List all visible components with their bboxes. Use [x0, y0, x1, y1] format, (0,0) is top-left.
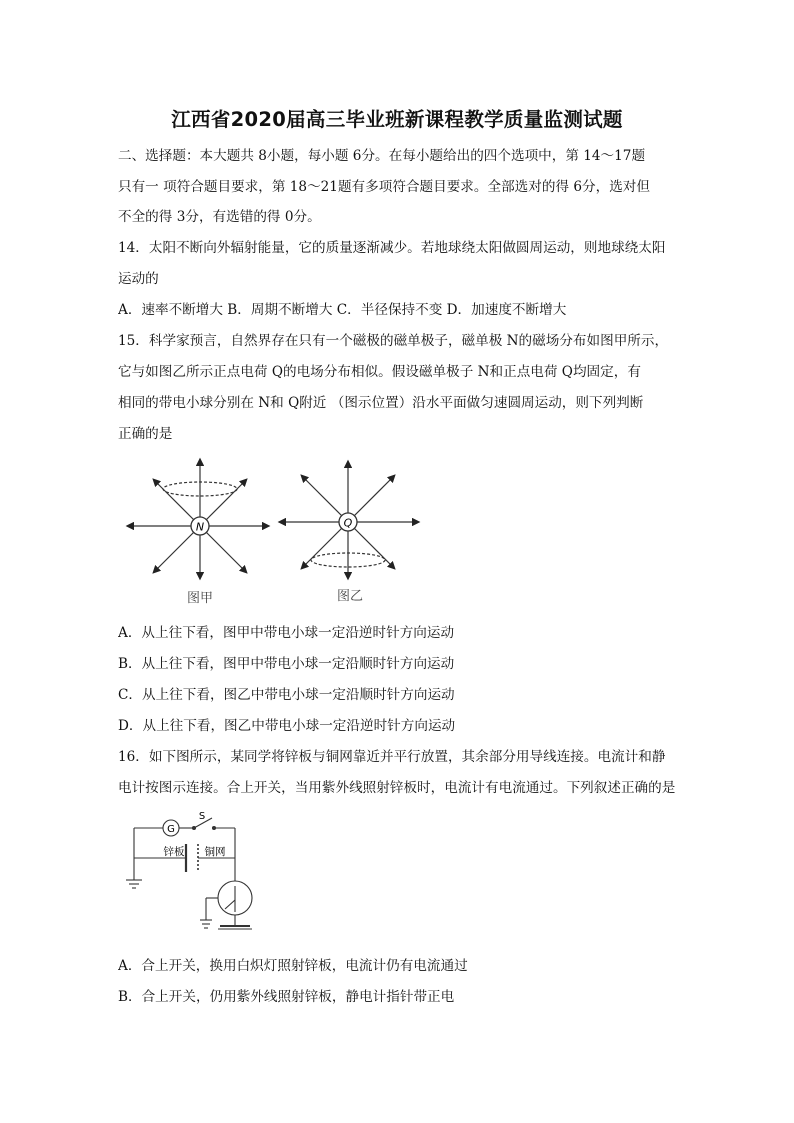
diagram-jia [128, 460, 268, 606]
page-title: 江西省2020届高三毕业班新课程教学质量监测试题 [171, 108, 623, 131]
figure-jia-caption: 图甲 [186, 591, 214, 606]
section-instructions-line-1: 二、选择题：本大题共 8小题，每小题 6分。在每小题给出的四个选项中，第 14～17题 [118, 148, 646, 164]
question-15-stem-line-3: 相同的带电小球分别在 N和 Q附近 （图示位置）沿水平面做匀速圆周运动，则下列判断 [118, 395, 644, 411]
question-16-option-b: B．合上开关，仍用紫外线照射锌板，静电计指针带正电 [118, 989, 455, 1005]
galvanometer-label: G [167, 824, 175, 835]
question-16-option-a: A．合上开关，换用白炽灯照射锌板，电流计仍有电流通过 [118, 958, 468, 974]
charge-q-label: Q [343, 516, 353, 530]
diagram-yi [280, 462, 418, 604]
question-16-stem-line-1: 16．如下图所示，某同学将锌板与铜网靠近并平行放置，其余部分用导线连接。电流计和静 [118, 749, 666, 765]
question-15-option-d: D．从上往下看，图乙中带电小球一定沿逆时针方向运动 [118, 718, 456, 734]
question-14-options: A．速率不断增大 B．周期不断增大 C．半径保持不变 D．加速度不断增大 [118, 302, 567, 318]
question-15-stem-line-4: 正确的是 [118, 426, 173, 442]
copper-net-label: 铜网 [204, 846, 226, 858]
figure-yi-caption: 图乙 [336, 589, 364, 604]
question-14-stem-line-1: 14．太阳不断向外辐射能量，它的质量逐渐减少。若地球绕太阳做圆周运动，则地球绕太阳 [118, 240, 666, 256]
question-15-stem-line-1: 15．科学家预言，自然界存在只有一个磁极的磁单极子，磁单极 N的磁场分布如图甲所示， [118, 333, 669, 349]
field-diagrams-figure [118, 452, 428, 612]
section-instructions-line-2: 只有一 项符合题目要求，第 18～21题有多项符合题目要求。全部选对的得 6分，选对但 [118, 179, 650, 195]
question-15-stem-line-2: 它与如图乙所示正点电荷 Q的电场分布相似。假设磁单极子 N和正点电荷 Q均固定，有 [118, 364, 641, 380]
question-14-stem-line-2: 运动的 [118, 271, 159, 287]
question-15-option-b: B．从上往下看，图甲中带电小球一定沿顺时针方向运动 [118, 656, 455, 672]
zinc-plate-label: 锌板 [163, 846, 185, 858]
question-16-stem-line-2: 电计按图示连接。合上开关，当用紫外线照射锌板时，电流计有电流通过。下列叙述正确的是 [118, 780, 676, 796]
switch-label: S [198, 811, 206, 822]
monopole-n-label: N [195, 520, 205, 534]
question-15-option-a: A．从上往下看，图甲中带电小球一定沿逆时针方向运动 [118, 625, 455, 641]
photoelectric-circuit-figure [122, 808, 262, 943]
section-instructions-line-3: 不全的得 3分，有选错的得 0分。 [118, 209, 321, 225]
question-15-option-c: C．从上往下看，图乙中带电小球一定沿顺时针方向运动 [118, 687, 455, 703]
